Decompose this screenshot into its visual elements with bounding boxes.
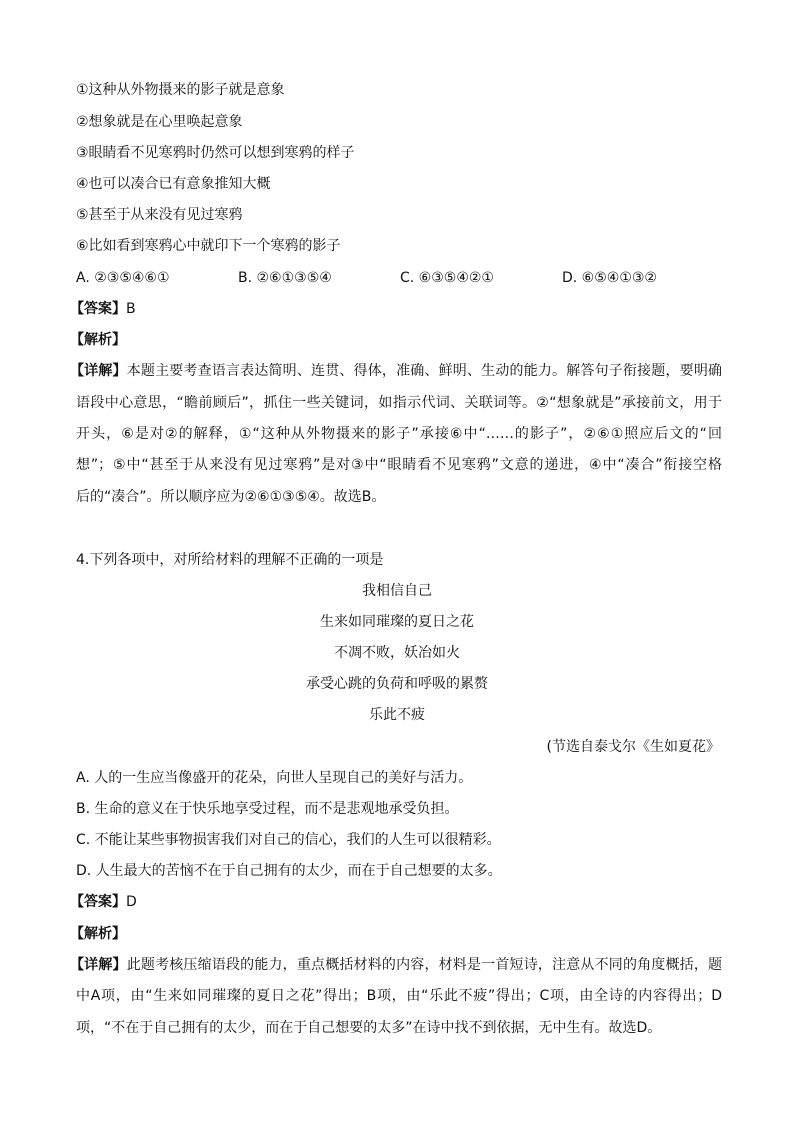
q4-analysis-label: 【解析】 xyxy=(70,926,126,942)
q4-answer xyxy=(70,892,137,912)
q4-detail-line-2: 中A项，由“生来如同璀璨的夏日之花”得出；B项，由“乐此不疲”得出；C项，由全诗的内容得出；D xyxy=(76,988,722,1004)
q4-detail-label: 【详解】 xyxy=(70,957,127,973)
q3-detail-line-2: 语段中心意思，“瞻前顾后”，抓住一些关键词，如指示代词、关联词等。②“想象就是”承接前文，用于 xyxy=(76,395,722,411)
q4-option-c: C. 不能让某些事物损害我们对自己的信心，我们的人生可以很精彩。 xyxy=(76,832,501,848)
q3-option-a: A. ②③⑤④⑥① xyxy=(76,270,170,286)
q4-stem: 4.下列各项中，对所给材料的理解不正确的一项是 xyxy=(76,552,384,568)
q4-option-b: B. 生命的意义在于快乐地享受过程，而不是悲观地承受负担。 xyxy=(76,801,459,817)
q3-detail-line-5: 后的“凑合”。所以顺序应为②⑥①③⑤④。故选B。 xyxy=(76,489,386,505)
poem-line-5: 乐此不疲 xyxy=(369,707,425,723)
poem-line-3: 不凋不败，妖冶如火 xyxy=(334,645,460,661)
sentence-5: ⑤甚至于从来没有见过寒鸦 xyxy=(76,207,243,223)
q4-option-a: A. 人的一生应当像盛开的花朵，向世人呈现自己的美好与活力。 xyxy=(76,770,473,786)
q3-detail-line-3: 开头，⑥是对②的解释，①“这种从外物摄来的影子”承接⑥中“……的影子”，②⑥①照应后文的“回 xyxy=(76,426,722,442)
q3-answer-value: B xyxy=(126,301,136,317)
sentence-6: ⑥比如看到寒鸦心中就印下一个寒鸦的影子 xyxy=(76,238,341,254)
q4-answer-value: D xyxy=(126,894,137,910)
q3-option-d: D. ⑥⑤④①③② xyxy=(562,270,657,286)
q3-answer xyxy=(70,299,136,319)
sentence-4: ④也可以凑合已有意象推知大概 xyxy=(76,176,271,192)
poem-line-2: 生来如同璀璨的夏日之花 xyxy=(320,614,474,630)
q4-detail-text-1: 此题考核压缩语段的能力，重点概括材料的内容，材料是一首短诗，注意从不同的角度概括，题 xyxy=(126,957,723,973)
q3-option-c: C. ⑥③⑤④②① xyxy=(400,270,494,286)
poem-line-4: 承受心跳的负荷和呼吸的累赘 xyxy=(306,676,488,692)
q3-answer-label: 【答案】 xyxy=(70,301,126,317)
q3-analysis-label: 【解析】 xyxy=(70,332,126,348)
q3-detail-text-1: 本题主要考查语言表达简明、连贯、得体，准确、鲜明、生动的能力。解答句子衔接题，要明确 xyxy=(126,363,723,379)
q4-option-d: D. 人生最大的苦恼不在于自己拥有的太少，而在于自己想要的太多。 xyxy=(76,863,502,879)
poem-source: (节选自泰戈尔《生如夏花》 xyxy=(546,739,720,755)
q4-answer-label: 【答案】 xyxy=(70,894,126,910)
q4-detail-line-1 xyxy=(70,955,722,975)
sentence-1: ①这种从外物摄来的影子就是意象 xyxy=(76,82,285,98)
poem-line-1: 我相信自己 xyxy=(362,583,432,599)
q3-detail-label: 【详解】 xyxy=(70,363,127,379)
sentence-2: ②想象就是在心里唤起意象 xyxy=(76,114,243,130)
q3-detail-line-4: 想”；⑤中“甚至于从来没有见过寒鸦”是对③中“眼睛看不见寒鸦”文意的递进，④中“凑合”衔接空格 xyxy=(76,457,722,473)
q3-detail-line-1 xyxy=(70,361,722,381)
q3-option-b: B. ②⑥①③⑤④ xyxy=(238,270,332,286)
q4-detail-line-3: 项，“不在于自己拥有的太少，而在于自己想要的太多”在诗中找不到依据，无中生有。故选D。 xyxy=(76,1020,662,1036)
sentence-3: ③眼睛看不见寒鸦时仍然可以想到寒鸦的样子 xyxy=(76,145,355,161)
